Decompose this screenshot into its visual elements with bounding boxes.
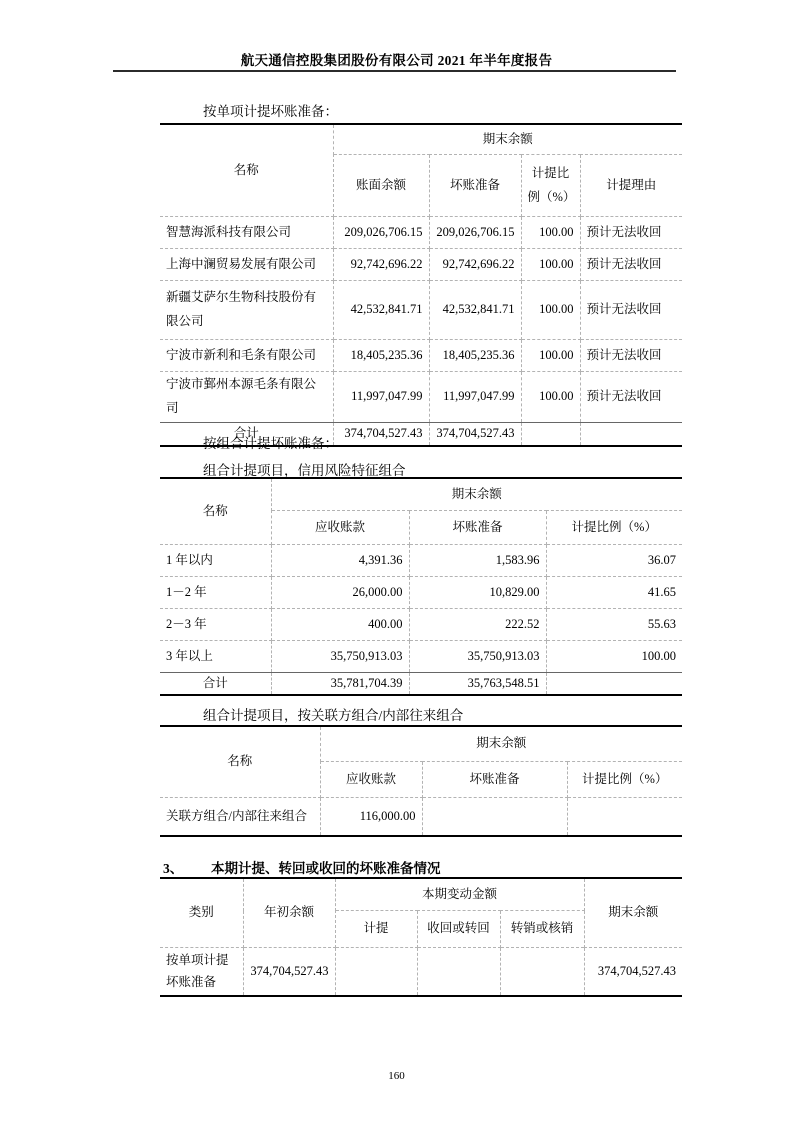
- table-cell-book: 42,532,841.71: [333, 281, 429, 340]
- table-cell-ratio: 41.65: [546, 577, 682, 609]
- column-group-current-change: 本期变动金额: [335, 878, 584, 911]
- table-cell-end: 374,704,527.43: [584, 948, 682, 997]
- table-row: [160, 340, 682, 372]
- table-cell-ratio: 100.00: [521, 372, 580, 423]
- column-header-name: 名称: [160, 726, 320, 798]
- table-cell-name: 宁波市鄞州本源毛条有限公司: [160, 372, 333, 423]
- section-number: 3、: [163, 861, 184, 876]
- header-rule: [113, 70, 676, 72]
- column-header-bad-debt: 坏账准备: [409, 511, 546, 545]
- table-cell-ratio: 55.63: [546, 609, 682, 641]
- column-group-ending-balance: 期末余额: [333, 124, 682, 155]
- table-cell-ratio: 100.00: [521, 217, 580, 249]
- table-cell-total-label: 合计: [160, 673, 271, 696]
- table-row: [160, 609, 682, 641]
- table-cell-book: 92,742,696.22: [333, 249, 429, 281]
- table-row: [160, 798, 682, 837]
- column-header-bad-debt: 坏账准备: [422, 762, 567, 798]
- table-cell-reason: 预计无法收回: [580, 281, 682, 340]
- table-cell-bad: 374,704,527.43: [429, 422, 521, 446]
- table-cell-name: 新疆艾萨尔生物科技股份有限公司: [160, 281, 333, 340]
- column-header-name: 名称: [160, 124, 333, 217]
- table-cell-ratio: 36.07: [546, 545, 682, 577]
- table-cell-reason: 预计无法收回: [580, 372, 682, 423]
- column-header-ratio: 计提比例（%）: [546, 511, 682, 545]
- column-header-name: 名称: [160, 478, 271, 545]
- portfolio-provision-label: 按组合计提坏账准备：: [203, 436, 338, 451]
- table-cell-reason: 预计无法收回: [580, 340, 682, 372]
- column-header-category: 类别: [160, 878, 243, 948]
- table-cell-name: 上海中澜贸易发展有限公司: [160, 249, 333, 281]
- table-cell-empty: [580, 422, 682, 446]
- table-cell-receivable: 4,391.36: [271, 545, 409, 577]
- credit-risk-portfolio-table: [160, 477, 682, 696]
- table-cell-bad: 11,997,047.99: [429, 372, 521, 423]
- table-cell-ratio: 100.00: [521, 249, 580, 281]
- table-row: [160, 217, 682, 249]
- table-row: [160, 577, 682, 609]
- individual-provision-table: [160, 123, 682, 447]
- column-header-written-off: 转销或核销: [500, 911, 584, 948]
- table-row: [160, 372, 682, 423]
- table-cell-bad: 1,583.96: [409, 545, 546, 577]
- table-cell-ratio: 100.00: [546, 641, 682, 673]
- table-cell-book: 11,997,047.99: [333, 372, 429, 423]
- table-cell-begin: 374,704,527.43: [243, 948, 335, 997]
- table-row: [160, 641, 682, 673]
- table-cell-category: 按单项计提坏账准备: [160, 948, 243, 997]
- table-cell-receivable: 116,000.00: [320, 798, 422, 837]
- table-row: [160, 545, 682, 577]
- table-cell-name: 智慧海派科技有限公司: [160, 217, 333, 249]
- table-cell-empty: [521, 422, 580, 446]
- table-cell-book: 18,405,235.36: [333, 340, 429, 372]
- credit-risk-portfolio-label: 组合计提项目，信用风险特征组合: [203, 463, 406, 478]
- individual-provision-label: 按单项计提坏账准备：: [203, 104, 338, 119]
- table-cell-bad: 18,405,235.36: [429, 340, 521, 372]
- table-cell-ratio: 100.00: [521, 281, 580, 340]
- column-header-book-balance: 账面余额: [333, 155, 429, 217]
- column-header-bad-debt: 坏账准备: [429, 155, 521, 217]
- column-header-receivable: 应收账款: [271, 511, 409, 545]
- related-party-portfolio-table: [160, 725, 682, 837]
- table-cell-bad: 42,532,841.71: [429, 281, 521, 340]
- section-heading-provision-movement: [163, 857, 441, 877]
- table-cell-empty: [546, 673, 682, 696]
- table-cell-aging: 2－3 年: [160, 609, 271, 641]
- table-cell-aging: 1－2 年: [160, 577, 271, 609]
- table-cell-empty: [422, 798, 567, 837]
- section-title: 本期计提、转回或收回的坏账准备情况: [211, 861, 441, 876]
- table-cell-receivable: 400.00: [271, 609, 409, 641]
- table-cell-receivable: 35,781,704.39: [271, 673, 409, 696]
- table-cell-book: 374,704,527.43: [333, 422, 429, 446]
- table-cell-bad: 35,763,548.51: [409, 673, 546, 696]
- column-group-ending-balance: 期末余额: [271, 478, 682, 511]
- column-header-ratio: 计提比例（%）: [521, 155, 580, 217]
- table-total-row: [160, 673, 682, 696]
- table-cell-name: 关联方组合/内部往来组合: [160, 798, 320, 837]
- page-number: 160: [388, 1070, 405, 1082]
- table-cell-bad: 222.52: [409, 609, 546, 641]
- table-cell-ratio: 100.00: [521, 340, 580, 372]
- table-cell-empty: [567, 798, 682, 837]
- column-header-ratio: 计提比例（%）: [567, 762, 682, 798]
- table-cell-book: 209,026,706.15: [333, 217, 429, 249]
- table-cell-aging: 1 年以内: [160, 545, 271, 577]
- table-cell-aging: 3 年以上: [160, 641, 271, 673]
- table-cell-reason: 预计无法收回: [580, 249, 682, 281]
- related-party-portfolio-label: 组合计提项目，按关联方组合/内部往来组合: [203, 708, 464, 723]
- column-header-reason: 计提理由: [580, 155, 682, 217]
- page-title: 航天通信控股集团股份有限公司 2021 年半年度报告: [240, 53, 553, 68]
- table-cell-bad: 92,742,696.22: [429, 249, 521, 281]
- table-row: [160, 948, 682, 997]
- table-cell-name: 宁波市新利和毛条有限公司: [160, 340, 333, 372]
- provision-movement-table: [160, 877, 682, 997]
- table-cell-receivable: 35,750,913.03: [271, 641, 409, 673]
- table-cell-bad: 35,750,913.03: [409, 641, 546, 673]
- column-group-ending-balance: 期末余额: [320, 726, 682, 762]
- table-cell-empty: [500, 948, 584, 997]
- table-cell-empty: [335, 948, 417, 997]
- table-cell-total-label: 合计: [160, 422, 333, 446]
- table-cell-empty: [417, 948, 500, 997]
- table-cell-bad: 10,829.00: [409, 577, 546, 609]
- table-cell-bad: 209,026,706.15: [429, 217, 521, 249]
- table-cell-reason: 预计无法收回: [580, 217, 682, 249]
- column-header-begin-balance: 年初余额: [243, 878, 335, 948]
- column-header-provision: 计提: [335, 911, 417, 948]
- column-header-receivable: 应收账款: [320, 762, 422, 798]
- table-row: [160, 249, 682, 281]
- table-cell-receivable: 26,000.00: [271, 577, 409, 609]
- table-row: [160, 281, 682, 340]
- column-header-recovered: 收回或转回: [417, 911, 500, 948]
- column-header-end-balance: 期末余额: [584, 878, 682, 948]
